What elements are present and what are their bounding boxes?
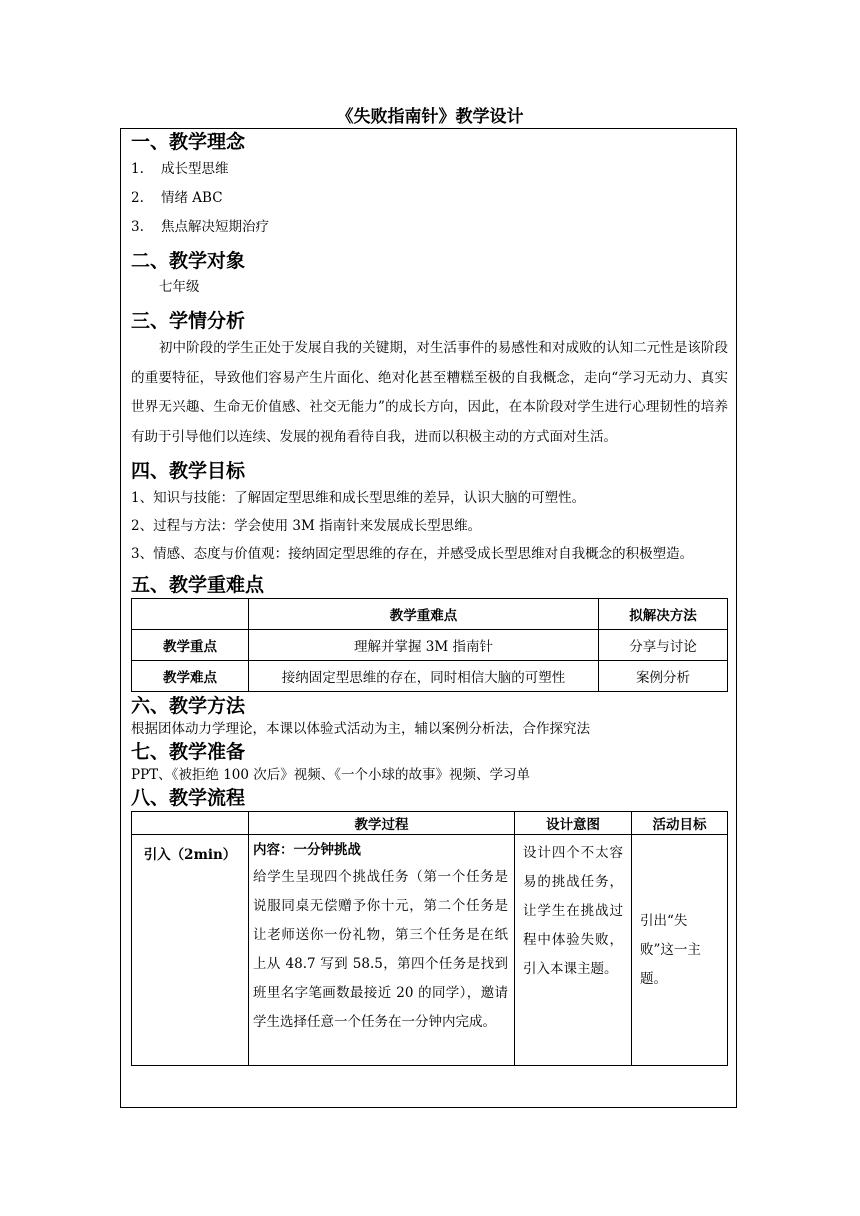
preparation-text: PPT、《被拒绝 100 次后》视频、《一个小球的故事》视频、学习单 (131, 767, 531, 783)
audience-text: 七年级 (159, 279, 200, 295)
section-heading-analysis: 三、学情分析 (131, 310, 246, 332)
section-heading-audience: 二、教学对象 (131, 250, 246, 272)
table-header-cell: 活动目标 (632, 812, 728, 835)
list-item (131, 184, 728, 213)
table-cell: 分享与讨论 (599, 630, 728, 661)
section-heading-key-points: 五、教学重难点 (131, 574, 265, 596)
intent-cell: 设计四个不太容易的挑战任务，让学生在挑战过程中体验失败，引入本课主题。 (515, 835, 632, 1066)
methods-text: 根据团体动力学理论，本课以体验式活动为主，辅以案例分析法，合作探究法 (131, 721, 590, 737)
table-row (132, 630, 728, 661)
table-cell: 接纳固定型思维的存在，同时相信大脑的可塑性 (249, 661, 599, 692)
goal-item: 3、情感、态度与价值观：接纳固定型思维的存在，并感受成长型思维对自我概念的积极塑造。 (131, 546, 694, 562)
analysis-paragraph: 初中阶段的学生正处于发展自我的关键期，对生活事件的易感性和对成败的认知二元性是该阶段的重要特征，导致他们容易产生片面化、绝对化甚至糟糕至极的自我概念，走向“学习无动力、真实世界无兴趣、生命无价值感、社交无能力”的成长方向，因此，在本阶段对学生进行心理韧性的培养有助于引导他们以连续、发展的视角看待自我，进而以积极主动的方式面对生活。 (131, 340, 728, 445)
table-row (132, 661, 728, 692)
list-text: 成长型思维 (161, 161, 229, 177)
table-cell: 教学难点 (132, 661, 249, 692)
goal-cell: 引出“失败”这一主题。 (632, 835, 728, 1066)
list-text: 情绪 ABC (161, 190, 223, 206)
table-header-row (132, 812, 728, 835)
content-title: 内容：一分钟挑战 (253, 842, 361, 858)
table-header-cell (132, 599, 249, 630)
stage-cell: 引入（2min） (132, 835, 249, 1066)
list-number: 1. (131, 161, 144, 177)
table-header-cell: 教学过程 (249, 812, 515, 835)
page-title: 《失败指南针》教学设计 (336, 107, 524, 127)
list-item (131, 155, 728, 184)
list-text: 焦点解决短期治疗 (161, 219, 269, 235)
process-cell (249, 835, 515, 1066)
list-number: 3. (131, 219, 144, 235)
list-number: 2. (131, 190, 144, 206)
table-header-cell: 拟解决方法 (599, 599, 728, 630)
table-cell: 教学重点 (132, 630, 249, 661)
table-header-row (132, 599, 728, 630)
list-item (131, 213, 728, 242)
goal-item: 1、知识与技能：了解固定型思维和成长型思维的差异，认识大脑的可塑性。 (131, 490, 586, 506)
table-cell: 案例分析 (599, 661, 728, 692)
section-heading-preparation: 七、教学准备 (131, 741, 246, 763)
document-frame (120, 128, 737, 1108)
section-heading-philosophy: 一、教学理念 (131, 131, 246, 153)
table-header-cell (132, 812, 249, 835)
content-text: 给学生呈现四个挑战任务（第一个任务是说服同桌无偿赠予你十元，第二个任务是让老师送你一份礼物，第三个任务是在纸上从 48.7 写到 58.5，第四个任务是找到班里名字笔画数最接近 20 的同学），邀请学生选择任意一个任务在一分钟内完成。 (253, 869, 508, 1030)
section-heading-methods: 六、教学方法 (131, 695, 246, 717)
table-row (132, 835, 728, 1066)
section-heading-procedure: 八、教学流程 (131, 787, 246, 809)
section-heading-goals: 四、教学目标 (131, 460, 246, 482)
goal-item: 2、过程与方法：学会使用 3M 指南针来发展成长型思维。 (131, 518, 482, 534)
table-cell: 理解并掌握 3M 指南针 (249, 630, 599, 661)
table-header-cell: 教学重难点 (249, 599, 599, 630)
procedure-table (131, 811, 728, 1066)
table-header-cell: 设计意图 (515, 812, 632, 835)
key-points-table (131, 598, 728, 692)
